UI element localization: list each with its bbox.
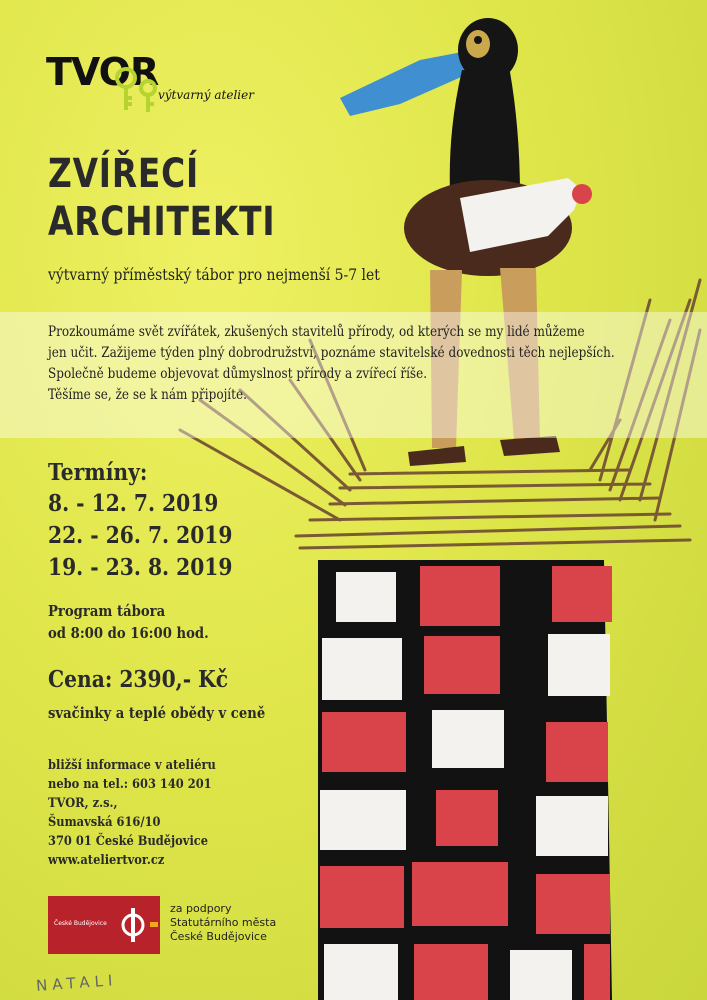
tvor-logo (46, 50, 286, 114)
term-date: 22. - 26. 7. 2019 (48, 522, 233, 549)
program-hours (48, 600, 209, 644)
price-note: svačinky a teplé obědy v ceně (48, 704, 266, 722)
poster-title (48, 150, 275, 246)
sponsor-text (170, 902, 276, 944)
logo-wordmark: TVOR (46, 50, 159, 94)
contact-info (48, 756, 216, 870)
poster-subtitle: výtvarný příměstský tábor pro nejmenší 5-7 let (48, 266, 380, 284)
title-line-2: ARCHITEKTI (48, 199, 276, 245)
contact-line: TVOR, z.s., (48, 796, 118, 811)
terms-section (48, 458, 232, 584)
sponsor-logo-text: České Budějovice (54, 920, 107, 927)
intro-line: Prozkoumáme svět zvířátek, zkušených stavitelů přírody, od kterých se my lidé můžeme (48, 324, 585, 340)
price: Cena: 2390,- Kč (48, 666, 229, 693)
terms-heading: Termíny: (48, 459, 148, 486)
program-line-1: Program tábora (48, 602, 166, 620)
contact-line: nebo na tel.: 603 140 201 (48, 777, 212, 792)
intro-line: Společně budeme objevovat důmyslnost přírody a zvířecí říše. (48, 366, 428, 382)
contact-line: 370 01 České Budějovice (48, 834, 209, 849)
sponsor-line: Statutárního města (170, 916, 277, 929)
intro-line: jen učit. Zažijeme týden plný dobrodružství, poznáme stavitelské dovednosti těch nejlepších. (48, 345, 615, 361)
sponsor-line: za podpory (170, 902, 232, 915)
contact-line: Šumavská 616/10 (48, 815, 161, 830)
intro-text (48, 322, 650, 406)
term-date: 19. - 23. 8. 2019 (48, 554, 233, 581)
program-line-2: od 8:00 do 16:00 hod. (48, 624, 209, 642)
website-link[interactable]: www.ateliertvor.cz (48, 853, 165, 868)
sponsor-line: České Budějovice (170, 930, 267, 943)
intro-line: Těšíme se, že se k nám připojíte. (48, 387, 247, 403)
logo-subtitle: výtvarný atelier (158, 88, 254, 102)
contact-line: bližší informace v ateliéru (48, 758, 216, 773)
sponsor-accent (150, 922, 158, 927)
sponsor-logo (48, 896, 160, 954)
city-symbol-icon (120, 906, 146, 944)
term-date: 8. - 12. 7. 2019 (48, 490, 219, 517)
title-line-1: ZVÍŘECÍ (48, 151, 200, 197)
artist-signature: NATALI (35, 971, 118, 995)
